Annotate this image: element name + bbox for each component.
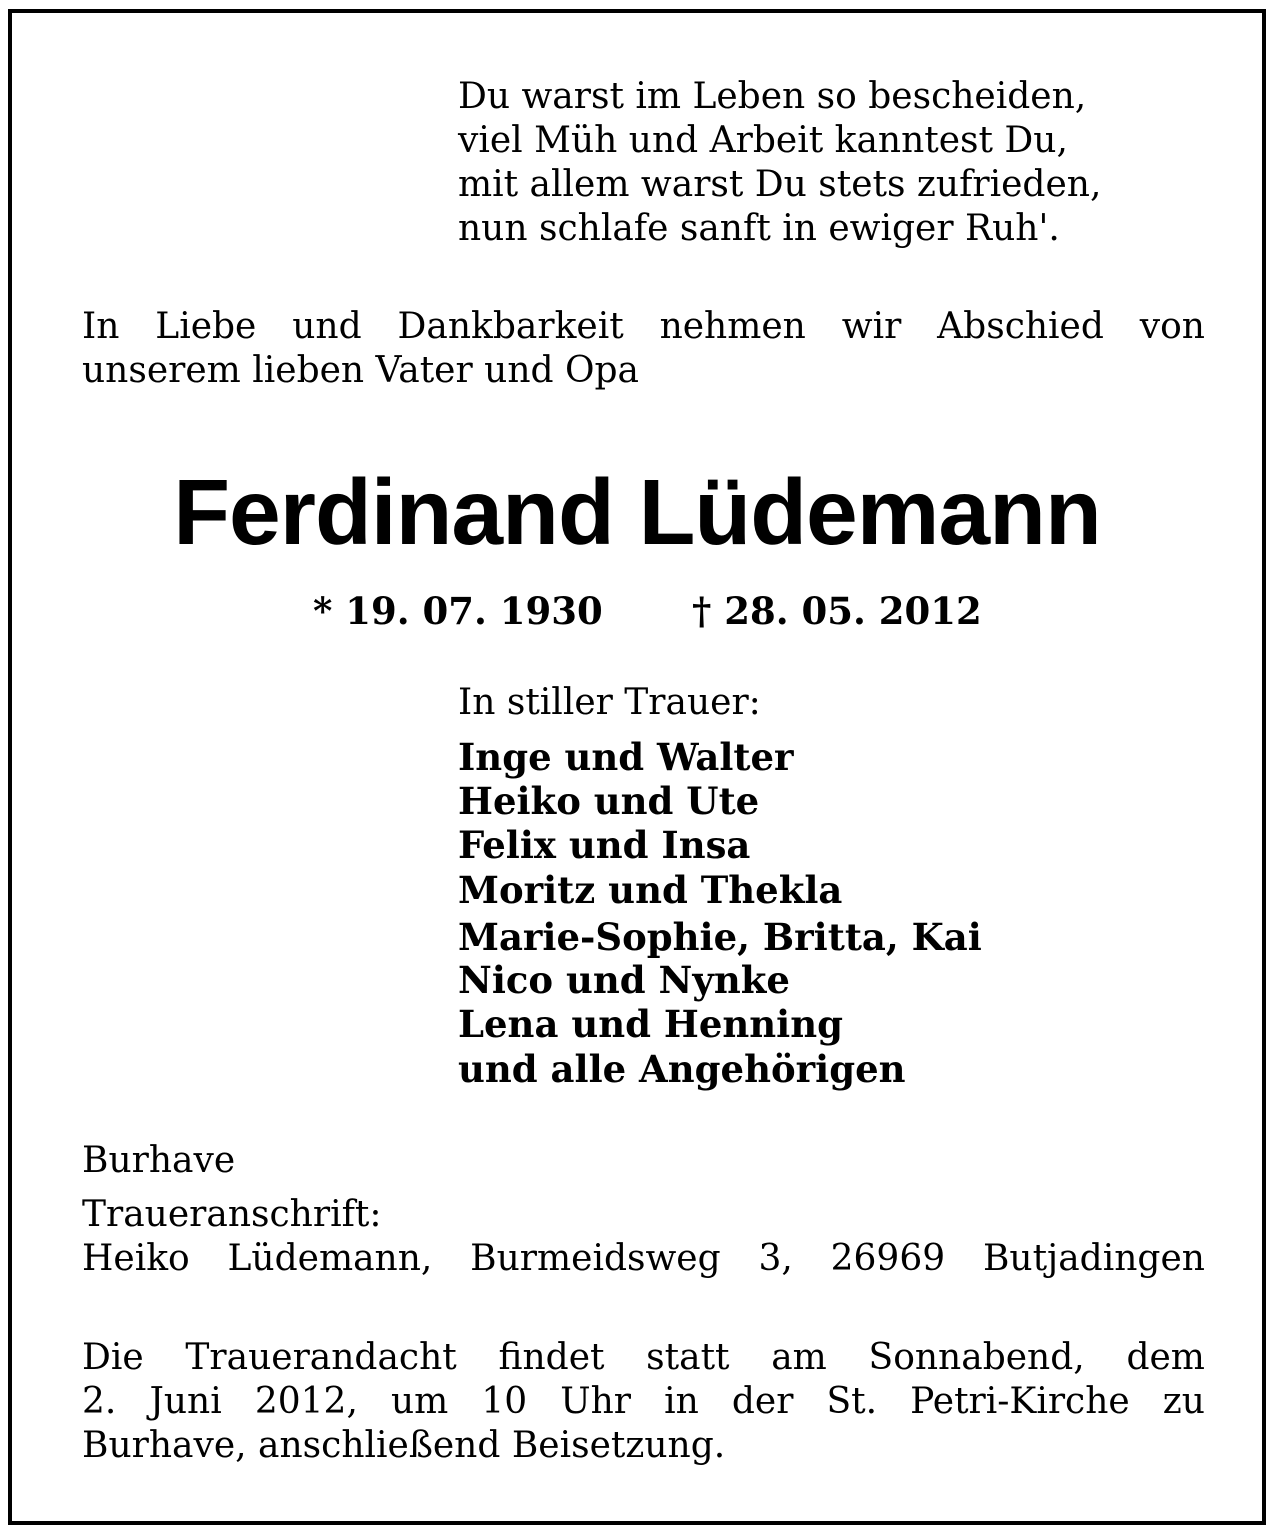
mourner: Inge und Walter	[458, 735, 794, 779]
service-line-word: findet	[498, 1337, 605, 1378]
intro-line-word: Dankbarkeit	[397, 306, 624, 347]
mourning-address-word: Burmeidsweg	[470, 1238, 721, 1279]
address-line-justified	[82, 1238, 1205, 1279]
intro-line-word: nehmen	[659, 306, 806, 347]
verse-line: Du warst im Leben so bescheiden,	[458, 76, 1087, 117]
intro-line-word: Liebe	[155, 306, 257, 347]
service-line-word: 10	[481, 1381, 528, 1422]
mourning-address-word: Butjadingen	[982, 1238, 1205, 1279]
intro-line-word: und	[292, 306, 362, 347]
service-line-word: in	[664, 1381, 699, 1422]
address-label: Traueranschrift:	[82, 1194, 382, 1235]
service-line-word: um	[390, 1381, 449, 1422]
mourning-address-word: Lüdemann,	[227, 1238, 433, 1279]
verse-line: nun schlafe sanft in ewiger Ruh'.	[458, 208, 1060, 249]
service-line-word: St.	[826, 1381, 878, 1422]
mourning-address-word: Heiko	[82, 1238, 190, 1279]
service-line-justified	[82, 1381, 1205, 1422]
mourner: Felix und Insa	[458, 823, 751, 867]
mourner: Marie-Sophie, Britta, Kai	[458, 915, 982, 959]
deceased-name: Ferdinand Lüdemann	[173, 460, 1101, 564]
birth-date: * 19. 07. 1930	[313, 589, 603, 633]
service-line-word: statt	[646, 1337, 730, 1378]
service-line-word: Uhr	[560, 1381, 632, 1422]
service-line-justified	[82, 1337, 1205, 1378]
intro-line-justified	[82, 306, 1205, 347]
mourning-heading: In stiller Trauer:	[458, 682, 761, 723]
service-line-word: dem	[1126, 1337, 1205, 1378]
verse-line: mit allem warst Du stets zufrieden,	[458, 164, 1102, 205]
service-line-word: 2012,	[254, 1381, 358, 1422]
service-line-word: Trauerandacht	[185, 1337, 457, 1378]
mourner: Moritz und Thekla	[458, 868, 843, 912]
place-name: Burhave	[82, 1140, 236, 1181]
intro-line-word: von	[1139, 306, 1205, 347]
service-line-word: Petri-Kirche	[910, 1381, 1130, 1422]
mourning-address-word: 26969	[830, 1238, 946, 1279]
service-line-word: Juni	[149, 1381, 222, 1422]
mourner: Lena und Henning	[458, 1002, 843, 1046]
service-line-word: 2.	[82, 1381, 117, 1422]
service-line: Burhave, anschließend Beisetzung.	[82, 1425, 726, 1466]
verse-line: viel Müh und Arbeit kanntest Du,	[458, 120, 1068, 161]
service-line-word: Sonnabend,	[868, 1337, 1085, 1378]
intro-line: unserem lieben Vater und Opa	[82, 350, 640, 391]
mourning-address-word: 3,	[758, 1238, 793, 1279]
intro-line-word: In	[82, 306, 120, 347]
service-line-word: zu	[1162, 1381, 1205, 1422]
intro-line-word: wir	[841, 306, 902, 347]
mourner: Nico und Nynke	[458, 958, 790, 1002]
obituary-notice	[8, 9, 1266, 1525]
service-line-word: der	[731, 1381, 794, 1422]
mourner: Heiko und Ute	[458, 779, 760, 823]
service-line-word: Die	[82, 1337, 144, 1378]
death-date: † 28. 05. 2012	[692, 589, 982, 633]
intro-line-word: Abschied	[937, 306, 1104, 347]
mourner: und alle Angehörigen	[458, 1047, 906, 1091]
service-line-word: am	[771, 1337, 827, 1378]
